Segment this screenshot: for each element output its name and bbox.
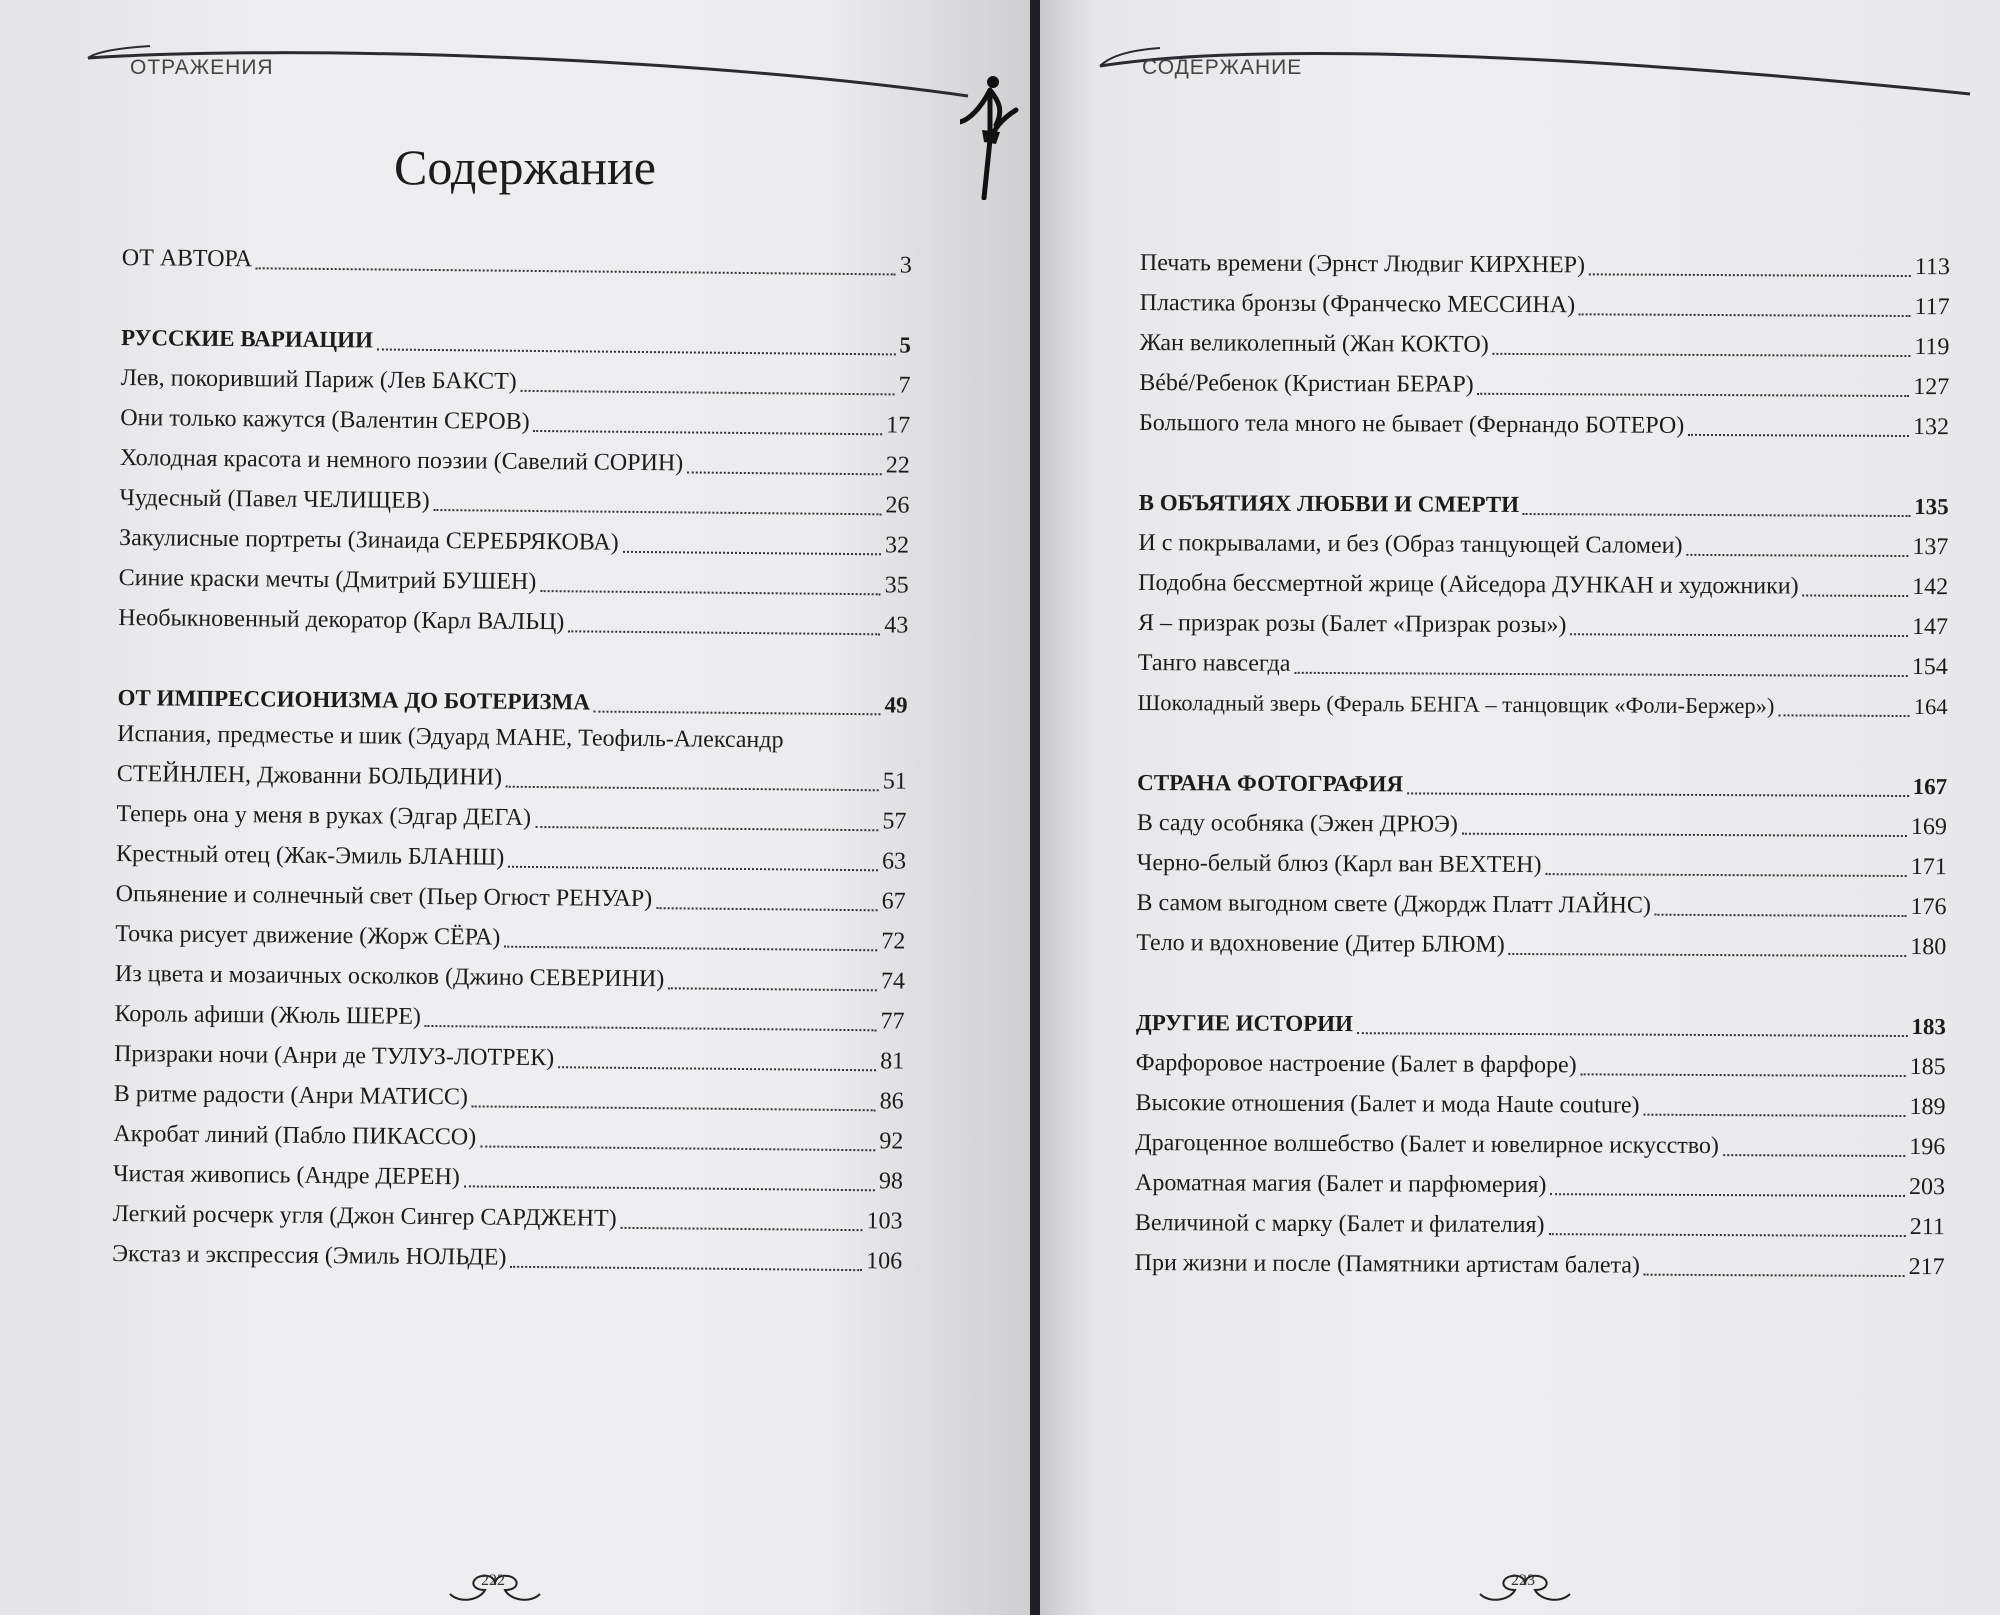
toc-entry-title: Я – призрак розы (Балет «Призрак розы») [1137,609,1567,639]
toc-page-number: 217 [1908,1254,1945,1281]
toc-page-number: 43 [884,612,909,639]
toc-entry-title: Акробат линий (Пабло ПИКАССО) [113,1120,477,1151]
toc-entry-title: Жан великолепный (Жан КОКТО) [1139,329,1489,358]
toc-entry-author[interactable] [122,238,912,286]
dot-leader [1294,672,1907,677]
toc-page-number: 211 [1909,1214,1945,1241]
dot-leader [425,1025,877,1031]
toc-entry-title: Чудесный (Павел ЧЕЛИЩЕВ) [119,484,430,514]
toc-page-number: 77 [880,1008,905,1035]
toc-page-number: 106 [866,1248,903,1275]
toc-entry-title: Необыкновенный декоратор (Карл ВАЛЬЦ) [118,604,565,636]
toc-entry[interactable] [118,598,908,646]
toc-entry[interactable] [1135,1163,1945,1207]
dot-leader [594,711,881,716]
toc-page-number: 7 [898,372,911,399]
dot-leader [1545,873,1906,877]
toc-entry-title: Легкий росчерк угля (Джон Сингер САРДЖЕНТ) [112,1200,617,1232]
toc-entry-title: Bébé/Ребенок (Кристиан БЕРАР) [1139,369,1474,398]
dot-leader [1579,313,1910,317]
toc-page-number: 154 [1911,654,1948,681]
toc-entry[interactable] [1135,1203,1945,1247]
page-number: 223 [1511,1572,1535,1589]
dot-leader [1655,914,1907,917]
toc-entry[interactable] [1137,803,1947,847]
dot-leader [1550,1193,1905,1197]
dot-leader [1462,833,1907,837]
section-title: СТРАНА ФОТОГРАФИЯ [1137,769,1404,797]
toc-section-heading[interactable] [1137,763,1947,807]
toc-page-number: 117 [1914,294,1950,321]
dot-leader [540,590,880,595]
dot-leader [508,866,878,872]
toc-entry-title: Призраки ночи (Анри де ТУЛУЗ-ЛОТРЕК) [114,1040,555,1072]
toc-page-number: 103 [866,1208,903,1235]
toc-page-number: 35 [884,572,909,599]
toc-entry-title: И с покрывалами, и без (Образ танцующей Саломеи) [1138,529,1683,559]
section-title: ДРУГИЕ ИСТОРИИ [1135,1009,1354,1037]
toc-entry-title: СТЕЙНЛЕН, Джованни БОЛЬДИНИ) [116,760,503,791]
toc-page-number: 135 [1914,494,1949,520]
right-page [1040,0,2000,1615]
toc-entry-title: ОТ АВТОРА [121,244,253,273]
toc-section-heading[interactable] [1139,483,1949,527]
dot-leader [558,1066,876,1071]
toc-entry-title: Ароматная магия (Балет и парфюмерия) [1135,1169,1547,1199]
dot-leader [1581,1073,1906,1077]
toc-entry[interactable] [1135,1083,1945,1127]
dot-leader [521,390,895,396]
dot-leader [1643,1114,1905,1117]
dot-leader [1589,273,1911,277]
toc-entry[interactable] [1136,923,1946,967]
toc-entry-title: В самом выгодном свете (Джордж Платт ЛАЙНС) [1136,889,1651,919]
toc-page-number: 86 [879,1088,904,1115]
toc-page-number: 196 [1909,1134,1946,1161]
toc-page-number: 164 [1913,694,1948,720]
toc-entry-title: Лев, покоривший Париж (Лев БАКСТ) [120,364,517,395]
toc-page-number: 176 [1910,894,1947,921]
toc-entry-title: При жизни и после (Памятники артистам балета) [1134,1249,1641,1279]
dot-leader [1570,633,1908,637]
toc-entry-title: Печать времени (Эрнст Людвиг КИРХНЕР) [1139,249,1586,279]
toc-page-number: 142 [1912,574,1949,601]
toc-entry-title: Танго навсегда [1137,649,1291,677]
toc-entry[interactable] [1137,683,1947,727]
toc-page-number: 74 [880,968,906,995]
toc-entry-title: Большого тела много не бывает (Фернандо БОТЕРО) [1138,409,1685,439]
running-head: СОДЕРЖАНИЕ [1142,56,1303,79]
toc-page-number: 22 [885,452,910,479]
toc-page-number: 98 [878,1168,904,1195]
dot-leader [256,267,896,275]
toc-page-number: 63 [881,848,907,875]
dot-leader [434,509,882,515]
dot-leader [668,987,877,991]
toc-entry[interactable] [1139,363,1949,407]
dot-leader [1407,792,1909,797]
section-title: РУССКИЕ ВАРИАЦИИ [120,324,374,353]
dot-leader [1778,714,1909,717]
toc-entry[interactable] [1140,243,1950,287]
toc-left [112,238,912,1282]
dot-leader [535,826,878,831]
section-title: ОТ ИМПРЕССИОНИЗМА ДО БОТЕРИЗМА [117,684,591,715]
toc-entry-title: Черно-белый блюз (Карл ван ВЕХТЕН) [1136,849,1542,879]
dot-leader [623,551,881,555]
toc-entry[interactable] [112,1234,902,1282]
dot-leader [1478,393,1910,397]
toc-entry[interactable] [1135,1123,1945,1167]
toc-page-number: 32 [884,532,910,559]
dot-leader [506,786,879,792]
toc-entry[interactable] [1138,563,1948,607]
dot-leader [1523,513,1910,517]
toc-page-number: 132 [1912,414,1950,441]
toc-page-number: 189 [1909,1094,1946,1121]
dot-leader [1357,1032,1907,1037]
toc-entry[interactable] [1138,523,1948,567]
dot-leader [1549,1233,1906,1237]
toc-entry-title: Шоколадный зверь (Фераль БЕНГА – танцовщик «Фоли-Бержер») [1137,689,1775,719]
toc-entry[interactable] [1135,1243,1945,1287]
toc-entry[interactable] [1138,643,1948,687]
toc-entry-title: Холодная красота и немного поэзии (Савелий СОРИН) [119,444,684,477]
toc-entry-title: Тело и вдохновение (Дитер БЛЮМ) [1136,929,1505,958]
toc-entry-title: Теперь она у меня в руках (Эдгар ДЕГА) [116,800,532,831]
toc-entry[interactable] [1138,603,1948,647]
toc-page-number: 167 [1912,774,1948,800]
toc-page-number: 183 [1911,1014,1946,1040]
dot-leader [568,630,880,635]
toc-entry-title: Чистая живопись (Андре ДЕРЕН) [112,1160,460,1191]
toc-page-number: 81 [880,1048,905,1075]
toc-page-number: 67 [881,888,906,915]
dot-leader [377,348,896,355]
section-title: В ОБЪЯТИЯХ ЛЮБВИ И СМЕРТИ [1138,489,1520,517]
toc-page-number: 119 [1914,334,1950,361]
toc-entry-title: Фарфоровое настроение (Балет в фарфоре) [1135,1049,1577,1079]
toc-page-number: 113 [1914,254,1950,281]
toc-entry-title: В ритме радости (Анри МАТИСС) [113,1080,469,1111]
toc-page-number: 72 [881,928,906,955]
dot-leader [1723,1154,1905,1157]
toc-entry[interactable] [1136,1043,1946,1087]
toc-page-number: 51 [882,768,907,795]
toc-entry[interactable] [1137,843,1947,887]
toc-entry[interactable] [1139,323,1949,367]
dot-leader [687,471,882,475]
dot-leader [480,1145,875,1151]
dot-leader [1509,953,1907,957]
dot-leader [1644,1274,1905,1277]
toc-page-number: 169 [1910,814,1948,841]
toc-page-number: 5 [899,332,912,358]
toc-entry[interactable] [1140,283,1950,327]
toc-page-number: 203 [1908,1174,1946,1201]
toc-page-number: 147 [1911,614,1949,641]
dot-leader [464,1185,875,1191]
toc-entry-title: Из цвета и мозаичных осколков (Джино СЕВЕРИНИ) [114,960,665,993]
toc-page-number: 137 [1912,534,1949,561]
dot-leader [472,1105,876,1111]
toc-page-number: 26 [885,492,910,519]
toc-entry-title: Подобна бессмертной жрице (Айседора ДУНКАН и художники) [1138,569,1799,600]
dot-leader [534,430,883,435]
toc-entry-title: Опьянение и солнечный свет (Пьер Огюст РЕНУАР) [115,880,653,913]
toc-entry-title: Испания, предместье и шик (Эдуард МАНЕ, Теофиль-Александр [117,720,784,754]
dot-leader [1686,554,1908,557]
toc-page-number: 92 [879,1128,904,1155]
page-number: 222 [481,1572,505,1589]
toc-page-number: 3 [899,252,912,279]
dot-leader [1803,594,1909,597]
header-swash-left [0,0,1030,110]
toc-page-number: 180 [1910,934,1947,961]
toc-section-heading[interactable] [1136,1003,1946,1047]
dot-leader [1688,434,1909,437]
toc-entry-title: Пластика бронзы (Франческо МЕССИНА) [1139,289,1576,319]
toc-entry-title: Закулисные портреты (Зинаида СЕРЕБРЯКОВА) [118,524,619,556]
toc-page-number: 49 [884,692,908,718]
toc-page-number: 171 [1910,854,1947,881]
toc-entry-title: Точка рисует движение (Жорж СЁРА) [115,920,501,951]
toc-entry[interactable] [1139,403,1949,447]
dot-leader [504,946,877,952]
toc-entry-title: Высокие отношения (Балет и мода Haute couture) [1135,1089,1640,1119]
header-swash-right [1040,0,2000,110]
toc-entry-title: Драгоценное волшебство (Балет и ювелирное искусство) [1135,1129,1719,1160]
toc-right [1135,243,1950,1287]
toc-entry-title: Крестный отец (Жак-Эмиль БЛАНШ) [115,840,505,871]
toc-entry-title: Экстаз и экспрессия (Эмиль НОЛЬДЕ) [112,1240,507,1271]
toc-page-number: 57 [882,808,907,835]
toc-entry-title: Величиной с марку (Балет и филателия) [1134,1209,1545,1239]
toc-page-number: 127 [1913,374,1950,401]
toc-entry[interactable] [1136,883,1946,927]
toc-page-number: 17 [886,412,911,439]
toc-entry-title: Они только кажутся (Валентин СЕРОВ) [120,404,530,435]
toc-entry-title: В саду особняка (Эжен ДРЮЭ) [1136,809,1458,838]
toc-entry-title: Король афиши (Жюль ШЕРЕ) [114,1000,422,1030]
toc-page-number: 185 [1909,1054,1946,1081]
dot-leader [621,1227,863,1231]
running-head: ОТРАЖЕНИЯ [130,56,274,79]
page-title: Содержание [394,139,656,195]
dot-leader [510,1266,862,1271]
dot-leader [1493,353,1911,357]
dot-leader [656,907,877,911]
toc-entry-title: Синие краски мечты (Дмитрий БУШЕН) [118,564,537,595]
